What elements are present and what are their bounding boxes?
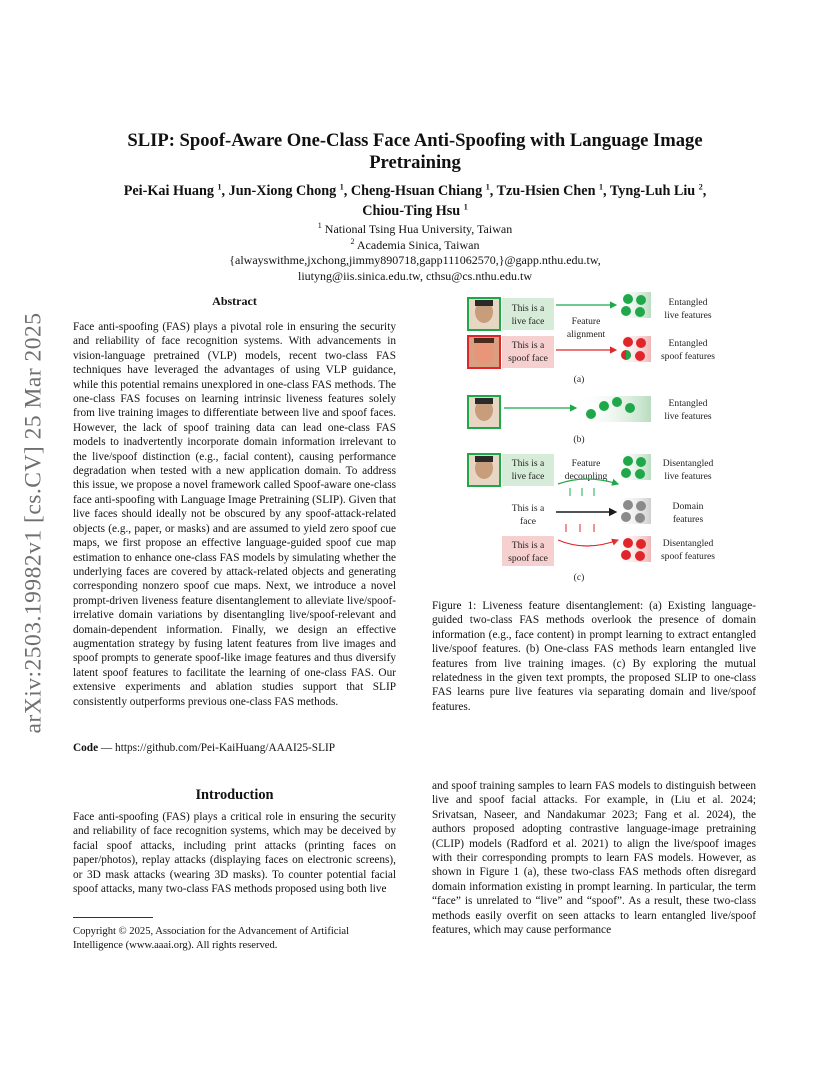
author: Jun-Xiong Chong <box>228 183 337 199</box>
email-line: liutyng@iis.sinica.edu.tw, cthsu@cs.nthu.edu.tw <box>298 268 532 283</box>
abstract-text: Face anti-spoofing (FAS) plays a pivotal role in ensuring the security and reliability of face recognition systems. With advancements in vision-language pretrained (VLP) models, recent two-class FAS techniques have leveraged the advantages of using VLP guidance, while this potential remains unexplored in one-class FAS methods. The one-class FAS focuses on learning intrinsic liveness features solely from live training images to differentiate between live and spoof faces. However, the lack of spoof training data can lead one-class FAS models to inadvertently incorporate domain information irrelevant to the live/spoof distinction (e.g., facial content), causing performance degradation when tested with a new application domain. To address this issue, we propose a novel framework called Spoof-aware one-class face anti-spoofing with Language Image Pretraining (SLIP). Given that live faces should ideally not be obscured by any spoof-attack-related objects (e.g., paper, or masks) and are assumed to yield zero spoof cue maps, we first propose an effective language-guided spoof cue map estimation to enhance one-class FAS models by simulating whether the underlying faces are covered by attack-related objects and generating corresponding nonzero spoof cue maps. Next, we introduce a novel prompt-driven liveness feature disentanglement to alleviate live/spoof-irrelative domain variations by disentangling live/spoof-relevant and domain-dependent information. Finally, we design an effective augmentation strategy by fusing latent features from live images and spoof prompts to generate spoof-like image features and thus diversify latent spoof features to facilitate the learning of one-class FAS. Our extensive experiments and ablation studies support that SLIP consistently outperforms previous one-class FAS methods. <box>73 321 396 708</box>
svg-text:Entangled: Entangled <box>668 398 708 409</box>
svg-text:spoof features: spoof features <box>660 551 716 562</box>
svg-text:This is a: This is a <box>511 540 545 551</box>
author: Cheng-Hsuan Chiang <box>350 183 483 199</box>
author: Pei-Kai Huang <box>123 183 214 199</box>
svg-text:Entangled: Entangled <box>668 297 708 308</box>
abstract-heading: Abstract <box>212 294 257 308</box>
figure-panel-c <box>468 454 715 583</box>
svg-text:features: features <box>672 514 704 525</box>
author: Chiou-Ting Hsu <box>362 203 461 219</box>
code-link[interactable]: Code — https://github.com/Pei-KaiHuang/AAAI25-SLIP <box>73 742 336 754</box>
svg-text:live face: live face <box>511 316 545 327</box>
svg-text:Feature: Feature <box>571 316 601 327</box>
svg-text:This is a: This is a <box>511 458 545 469</box>
svg-text:alignment: alignment <box>566 329 606 340</box>
svg-text:live features: live features <box>664 411 712 422</box>
svg-text:decoupling: decoupling <box>564 471 608 482</box>
figure-panel-b <box>468 396 712 445</box>
right-column-text: and spoof training samples to learn FAS models to distinguish between live and spoof facial attacks. For example, in (Liu et al. 2024; Srivatsan, Naseer, and Nandakumar 2023; Fang et al. 2024), the authors proposed adopting contrastive language-image pretraining (CLIP) models (Radford et al. 2021) to align the live/spoof images with their corresponding prompts to learn FAS models. However, as shown in Figure 1 (a), these two-class FAS methods often disregard domain information existing in prompt learning. In particular, the term “face” is unrelated to “live” and “spoof”. As a result, these two-class methods easily overfit on seen attacks to learn entangled live/spoof features, which may cause performance <box>432 780 756 937</box>
arxiv-watermark: arXiv:2503.19982v1 [cs.CV] 25 Mar 2025 <box>20 312 47 734</box>
svg-text:This is a: This is a <box>511 303 545 314</box>
author: Tzu-Hsien Chen <box>496 183 596 199</box>
email-line: {alwayswithme,jxchong,jimmy890718,gapp111062570,}@gapp.nthu.edu.tw, <box>229 253 601 267</box>
svg-text:Disentangled: Disentangled <box>662 458 714 469</box>
footnote-rule <box>73 917 153 918</box>
svg-text:spoof face: spoof face <box>508 553 548 564</box>
introduction-text: Face anti-spoofing (FAS) plays a critical role in ensuring the security and reliability of face recognition systems, which may be deceived by facial spoof attacks, including print attacks (printing faces on paper/photos), replay attacks (displaying faces on electronic screens), or 3D mask attacks (wearing 3D masks). To counter potential facial spoof attacks, many two-class FAS methods proposed using both live <box>73 811 396 896</box>
figure-panel-a <box>468 292 715 385</box>
author-list: Pei-Kai Huang $^1$, Jun-Xiong Chong $^1$, Cheng-Hsuan Chiang $^1$, Tzu-Hsien Chen $^1$, Tyng-Luh Liu $^2$, Chiou-Ting Hsu $^1$ <box>123 182 707 219</box>
svg-text:(b): (b) <box>573 434 585 445</box>
svg-text:live face: live face <box>511 471 545 482</box>
figure-1-caption: Figure 1: Liveness feature disentanglement: (a) Existing language-guided two-class FAS methods overlook the presence of domain information (e.g., face content) in prompt learning to extract entangled live/spoof features. (b) One-class FAS methods learn entangled live features from live training images. (c) By exploring the mutual relatedness in the given text prompts, the proposed SLIP to one-class FAS learns pure live features via separating domain and live/spoof features. <box>432 600 756 713</box>
introduction-heading: Introduction <box>195 787 274 803</box>
svg-text:spoof features: spoof features <box>660 351 716 362</box>
svg-text:live features: live features <box>664 310 712 321</box>
svg-text:Domain: Domain <box>672 501 704 512</box>
svg-text:face: face <box>520 516 536 527</box>
svg-text:Entangled: Entangled <box>668 338 708 349</box>
copyright-notice: Copyright © 2025, Association for the Advancement of Artificial Intelligence (www.aaai.org). All rights reserved. <box>73 926 350 951</box>
svg-text:live features: live features <box>664 471 712 482</box>
svg-text:(a): (a) <box>573 374 585 385</box>
affiliations: $^1$ National Tsing Hua University, Taiwan $^2$ Academia Sinica, Taiwan {alwayswithme,jxchong,jimmy890718,gapp111062570,}@gapp.nthu.edu.tw, liutyng@iis.sinica.edu.tw, cthsu@cs.nthu.edu.tw <box>150 222 680 284</box>
svg-text:spoof face: spoof face <box>508 353 548 364</box>
svg-text:Disentangled: Disentangled <box>662 538 714 549</box>
author: Tyng-Luh Liu <box>609 183 696 199</box>
svg-text:(c): (c) <box>573 572 585 583</box>
svg-text:This is a: This is a <box>511 503 545 514</box>
svg-text:Feature: Feature <box>571 458 601 469</box>
figure-1 <box>458 290 758 590</box>
paper-title: SLIP: Spoof-Aware One-Class Face Anti-Spoofing with Language Image Pretraining <box>127 130 703 173</box>
svg-text:This is a: This is a <box>511 340 545 351</box>
